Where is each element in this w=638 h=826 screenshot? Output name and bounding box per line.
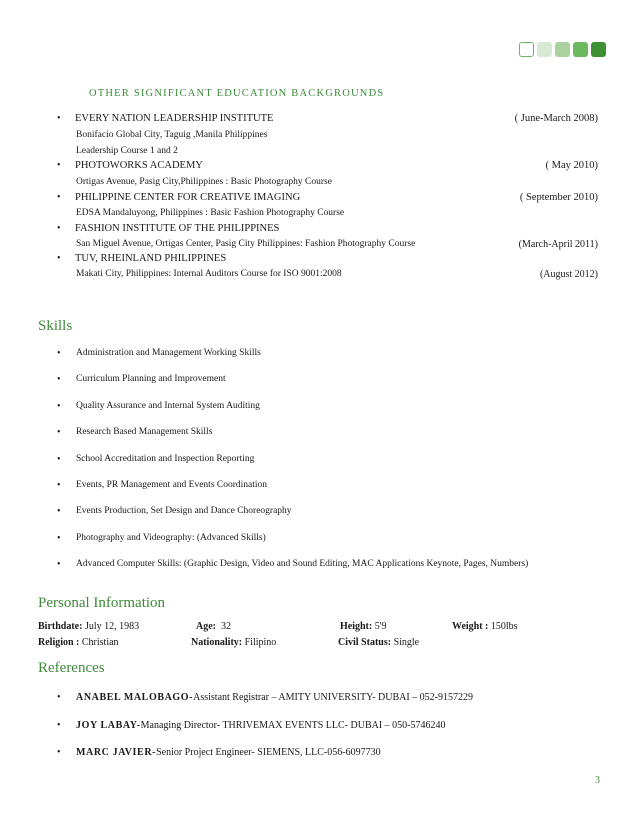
skill-item: Quality Assurance and Internal System Auditing [76,401,260,411]
education-item-line: Makati City, Philippines: Internal Auditors Course for ISO 9001:2008 [76,269,342,279]
bullet-icon: • [57,192,61,203]
personal-title: Personal Information [38,595,166,611]
reference-detail: Managing Director- THRIVEMAX EVENTS LLC- DUBAI – 050-5746240 [140,720,446,731]
education-item-name: PHILIPPINE CENTER FOR CREATIVE IMAGING [75,192,301,203]
age-row [196,621,231,632]
bullet-icon: • [57,401,61,412]
age-label: Age: [196,621,216,632]
education-item-name: EVERY NATION LEADERSHIP INSTITUTE [75,113,274,124]
height-row [340,621,387,632]
skill-item: Advanced Computer Skills: (Graphic Design, Video and Sound Editing, MAC Applications Keynote, Pages, Numbers) [76,559,529,569]
header-decoration [519,42,606,57]
nationality-label: Nationality: [191,637,243,648]
weight-row [452,621,518,632]
skill-item: Events Production, Set Design and Dance Choreography [76,506,292,516]
bullet-icon: • [57,454,61,465]
weight-value: 150lbs [490,621,518,632]
skill-item: Administration and Management Working Skills [76,348,261,358]
references-title: References [38,660,105,676]
height-label: Height: [340,621,373,632]
reference-name: JOY LABAY- [76,720,141,731]
bullet-icon: • [57,348,61,359]
education-item-line: EDSA Mandaluyong, Philippines : Basic Fashion Photography Course [76,208,345,218]
skill-item: School Accreditation and Inspection Reporting [76,454,255,464]
nationality-value: Filipino [244,637,277,648]
education-item-date: ( September 2010) [519,192,598,203]
religion-row [38,637,119,648]
education-item-line: San Miguel Avenue, Ortigas Center, Pasig City Philippines: Fashion Photography Course [76,239,416,249]
page-number: 3 [595,775,600,786]
height-value: 5'9 [374,621,387,632]
birthdate-label: Birthdate: [38,621,83,632]
civil-status-row [338,637,419,648]
birthdate-value: July 12, 1983 [84,621,140,632]
bullet-icon: • [57,253,61,264]
bullet-icon: • [57,533,61,544]
decor-square-3 [555,42,570,57]
bullet-icon: • [57,506,61,517]
bullet-icon: • [57,692,61,703]
education-item-date: (March-April 2011) [518,239,598,250]
bullet-icon: • [57,559,61,570]
education-item-name: PHOTOWORKS ACADEMY [75,160,203,171]
education-item-line: Bonifacio Global City, Taguig ,Manila Philippines [76,130,268,140]
decor-square-2 [537,42,552,57]
bullet-icon: • [57,720,61,731]
civil-status-value: Single [393,637,420,648]
skill-item: Research Based Management Skills [76,427,213,437]
nationality-row [191,637,276,648]
decor-square-4 [573,42,588,57]
skill-item: Curriculum Planning and Improvement [76,374,226,384]
reference-detail: Senior Project Engineer- SIEMENS, LLC-056-6097730 [156,747,381,758]
education-item-line: Leadership Course 1 and 2 [76,146,178,156]
religion-label: Religion : [38,637,80,648]
skill-item: Photography and Videography: (Advanced Skills) [76,533,266,543]
education-item-name: TUV, RHEINLAND PHILIPPINES [75,253,227,264]
decor-square-1 [519,42,534,57]
bullet-icon: • [57,160,61,171]
skills-title: Skills [38,318,73,334]
reference-name: ANABEL MALOBAGO- [76,692,194,703]
reference-detail: Assistant Registrar – AMITY UNIVERSITY- DUBAI – 052-9157229 [193,692,474,703]
bullet-icon: • [57,113,61,124]
bullet-icon: • [57,223,61,234]
religion-value: Christian [81,637,119,648]
skill-item: Events, PR Management and Events Coordination [76,480,268,490]
education-item-date: ( June-March 2008) [514,113,598,124]
education-item-date: (August 2012) [539,269,598,280]
reference-name: MARC JAVIER- [76,747,157,758]
bullet-icon: • [57,747,61,758]
age-value: 32 [221,621,231,632]
decor-square-5 [591,42,606,57]
reference-item [76,692,473,703]
education-item-date: ( May 2010) [545,160,598,171]
reference-item [76,720,446,731]
reference-item [76,747,381,758]
weight-label: Weight : [452,621,489,632]
birthdate-row [38,621,139,632]
education-title: OTHER SIGNIFICANT EDUCATION BACKGROUNDS [89,88,385,99]
bullet-icon: • [57,480,61,491]
education-item-name: FASHION INSTITUTE OF THE PHILIPPINES [75,223,280,234]
civil-status-label: Civil Status: [338,637,392,648]
bullet-icon: • [57,374,61,385]
bullet-icon: • [57,427,61,438]
education-item-line: Ortigas Avenue, Pasig City,Philippines : Basic Photography Course [76,177,332,187]
